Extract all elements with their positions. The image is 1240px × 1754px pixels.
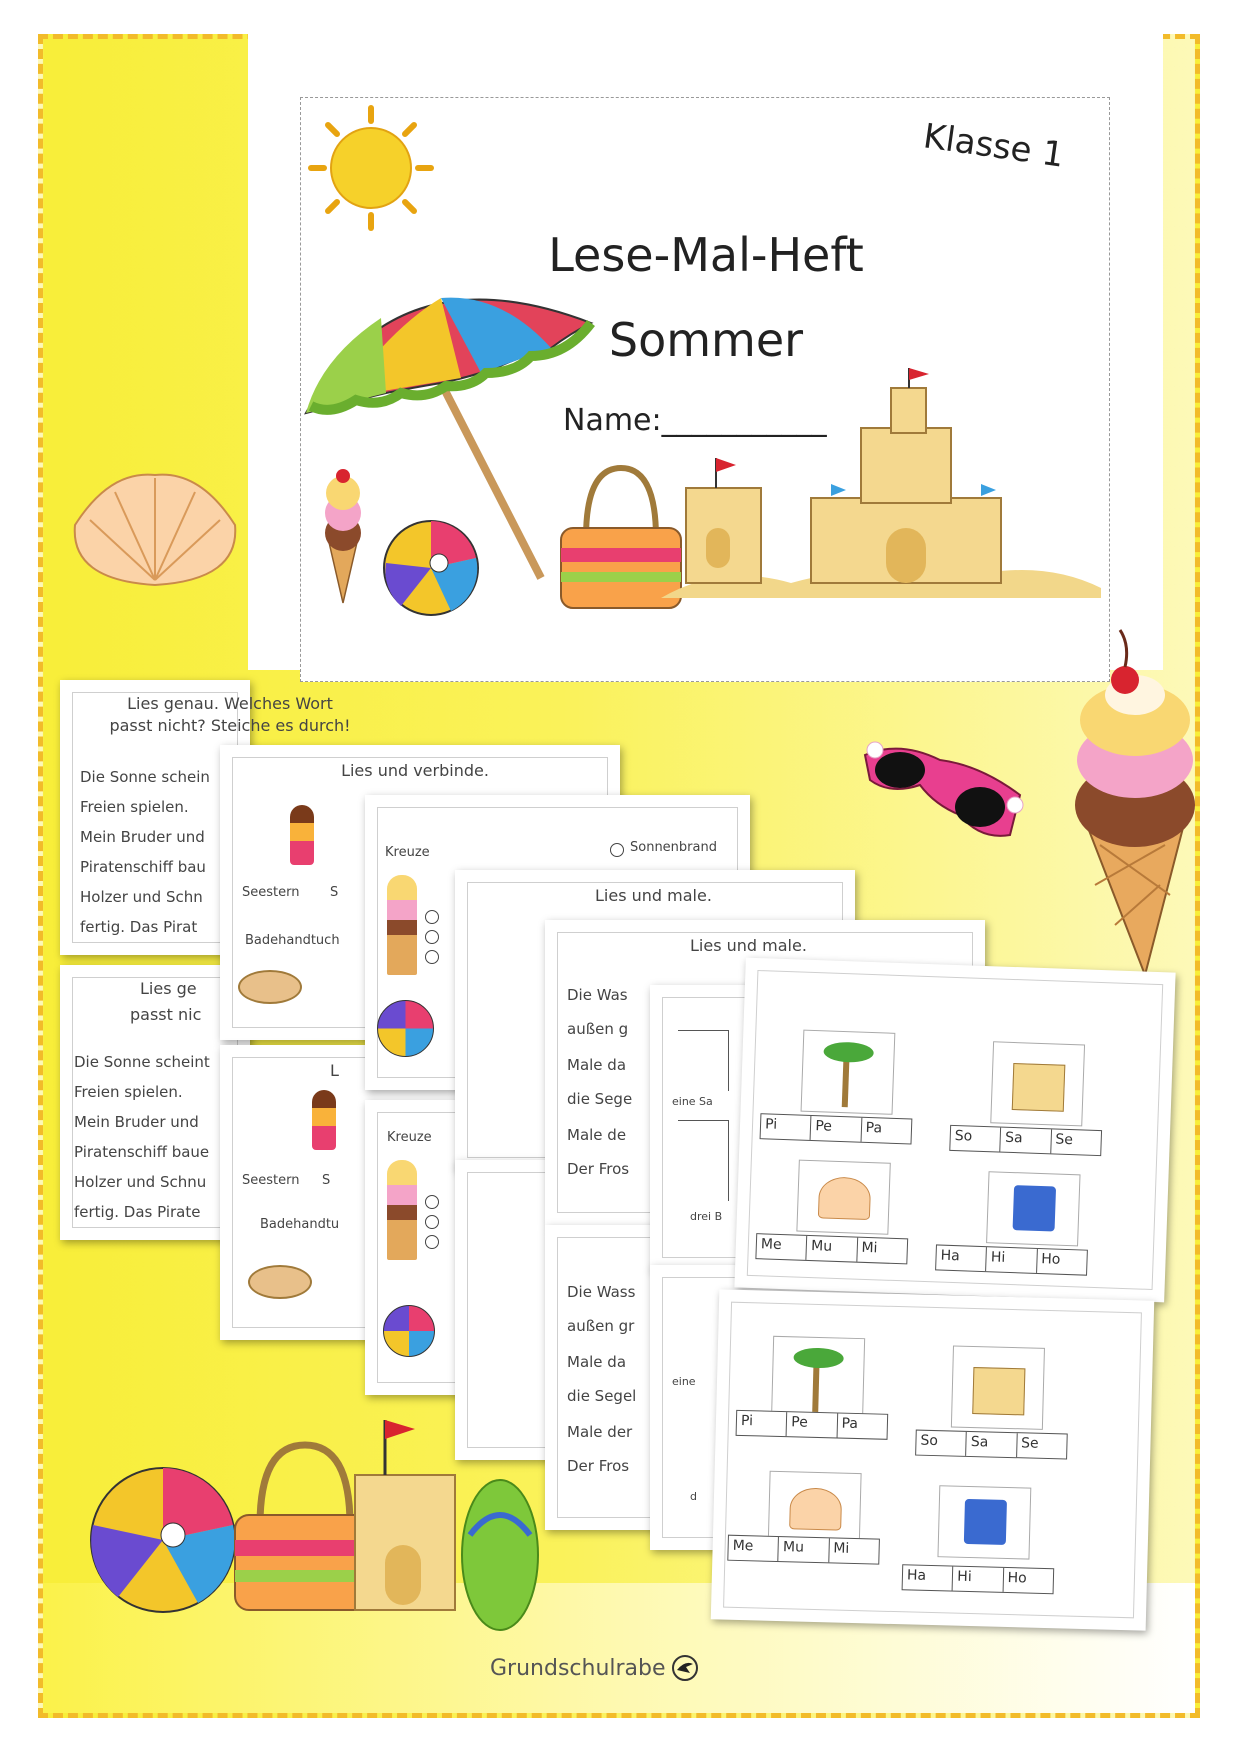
popsicle-icon — [290, 805, 314, 865]
picture-card — [986, 1171, 1080, 1246]
syllable-row — [949, 1125, 1102, 1156]
name-field-label: Name:___________ — [563, 403, 827, 438]
text-line: Der Fros — [567, 1160, 630, 1178]
brand-name: Grundschulrabe — [490, 1655, 666, 1681]
syllable-row — [755, 1233, 908, 1264]
text-line: die Sege — [567, 1090, 633, 1108]
syllable-option[interactable]: Sa — [966, 1432, 1017, 1457]
picture-card — [768, 1471, 862, 1545]
syllable-option[interactable]: Se — [1020, 1435, 1039, 1452]
checkbox-circle[interactable] — [425, 910, 439, 924]
beach-ball-icon — [381, 518, 481, 618]
ice-cream-icon — [387, 1160, 417, 1260]
sun-icon — [306, 103, 436, 233]
text-fragment: d — [690, 1490, 697, 1503]
syllable-option[interactable]: Ha — [903, 1565, 954, 1590]
text-line: Freien spielen. — [74, 1083, 183, 1101]
checkbox-circle[interactable] — [425, 930, 439, 944]
text-fragment: eine Sa — [672, 1095, 713, 1108]
text-line: die Segel — [567, 1387, 637, 1405]
text-line: Die Sonne scheint — [74, 1053, 210, 1071]
word-label: Seestern — [242, 885, 300, 900]
syllable-option[interactable]: Hi — [986, 1247, 1037, 1273]
worksheet-header: L — [330, 1061, 339, 1080]
sandcastle-icon — [661, 368, 1101, 598]
syllable-option[interactable]: Mu — [779, 1537, 830, 1562]
sun-hat-icon — [248, 1265, 312, 1299]
text-line: Der Fros — [567, 1457, 630, 1475]
ice-cream-icon — [313, 458, 373, 608]
brand-footer — [490, 1655, 698, 1681]
sandcastle-icon — [1012, 1063, 1066, 1112]
word-label: Badehandtuch — [245, 933, 340, 948]
syllable-option[interactable]: Pa — [841, 1415, 859, 1433]
sun-hat-icon — [238, 970, 302, 1004]
text-fragment: eine — [672, 1375, 696, 1388]
sandcastle-icon — [345, 1415, 465, 1615]
picture-card — [951, 1345, 1045, 1429]
syllable-option[interactable]: Mi — [861, 1239, 878, 1257]
picture-card — [801, 1030, 896, 1115]
word-label: Badehandtu — [260, 1217, 340, 1232]
beach-ball-icon — [88, 1465, 238, 1615]
worksheet-silben-2 — [711, 1289, 1154, 1630]
syllable-option[interactable]: Pe — [787, 1412, 838, 1437]
text-line: Mein Bruder und — [74, 1113, 199, 1131]
text-line: außen gr — [567, 1317, 635, 1335]
task-label: Kreuze — [385, 845, 430, 860]
text-line: Holzer und Schn — [80, 888, 203, 906]
task-label: Kreuze — [387, 1130, 432, 1145]
text-line: Die Sonne schein — [80, 768, 210, 786]
cover-page — [300, 97, 1110, 682]
text-line: Mein Bruder und — [80, 828, 205, 846]
worksheet-header: Lies und male. — [595, 886, 712, 905]
swim-shorts-icon — [1013, 1185, 1057, 1231]
worksheet-header: Lies genau. Welches Wort — [127, 694, 333, 713]
syllable-row — [727, 1535, 880, 1565]
draw-box — [678, 1120, 729, 1201]
text-line: fertig. Das Pirate — [74, 1203, 201, 1221]
cover-title: Lese-Mal-Heft — [548, 228, 864, 282]
syllable-option[interactable]: Mi — [833, 1540, 850, 1557]
syllable-row — [902, 1564, 1055, 1594]
text-line: Male de — [567, 1126, 627, 1144]
worksheet-header: Lies und verbinde. — [341, 761, 489, 780]
checkbox-circle[interactable] — [610, 843, 624, 857]
shell-icon — [789, 1487, 842, 1530]
syllable-option[interactable]: Ho — [1007, 1570, 1027, 1587]
worksheet-silben-1 — [734, 958, 1175, 1303]
palm-tree-icon — [812, 1363, 819, 1413]
syllable-row — [736, 1410, 889, 1440]
flip-flop-icon — [455, 1475, 545, 1635]
draw-box — [678, 1030, 729, 1091]
shell-icon — [70, 470, 240, 590]
syllable-option[interactable]: Se — [1055, 1131, 1074, 1149]
checkbox-circle[interactable] — [425, 950, 439, 964]
checkbox-circle[interactable] — [425, 1195, 439, 1209]
text-line: Male da — [567, 1353, 627, 1371]
word-label: S — [330, 885, 339, 900]
swim-shorts-icon — [964, 1499, 1007, 1545]
syllable-row — [760, 1113, 913, 1144]
cover-subtitle: Sommer — [608, 313, 804, 367]
text-fragment: drei B — [690, 1210, 723, 1223]
syllable-option[interactable]: Sa — [1001, 1128, 1052, 1154]
syllable-option[interactable]: Pe — [811, 1116, 862, 1142]
sandcastle-icon — [972, 1367, 1025, 1415]
syllable-row — [935, 1244, 1088, 1275]
syllable-row — [915, 1430, 1068, 1460]
text-line: Male da — [567, 1056, 627, 1074]
syllable-option[interactable]: So — [916, 1431, 967, 1456]
worksheet-header: Lies ge — [140, 979, 197, 998]
text-line: Male der — [567, 1423, 633, 1441]
palm-tree-icon — [842, 1057, 850, 1107]
text-line: Holzer und Schnu — [74, 1173, 207, 1191]
syllable-option[interactable]: Pi — [761, 1114, 812, 1140]
option-label: Sonnenbrand — [630, 840, 717, 855]
popsicle-icon — [312, 1090, 336, 1150]
syllable-option[interactable]: Me — [756, 1234, 807, 1260]
text-line: Freien spielen. — [80, 798, 189, 816]
text-line: fertig. Das Pirat — [80, 918, 198, 936]
text-line: Die Wass — [567, 1283, 636, 1301]
picture-card — [771, 1336, 865, 1420]
word-label: S — [322, 1173, 331, 1188]
text-line: Die Was — [567, 986, 628, 1004]
word-label: Seestern — [242, 1173, 300, 1188]
ice-cream-icon — [387, 875, 417, 975]
raven-logo-icon — [672, 1655, 698, 1681]
syllable-option[interactable]: Me — [728, 1536, 779, 1561]
syllable-option[interactable]: Mu — [807, 1236, 858, 1262]
worksheet-header: passt nic — [130, 1005, 202, 1024]
syllable-option[interactable]: Pa — [865, 1119, 883, 1137]
grade-label: Klasse 1 — [920, 116, 1067, 176]
worksheet-header: Lies und male. — [690, 936, 807, 955]
syllable-option[interactable]: Ha — [936, 1245, 987, 1271]
text-line: außen g — [567, 1020, 629, 1038]
syllable-option[interactable]: Ho — [1040, 1251, 1061, 1268]
checkbox-circle[interactable] — [425, 1235, 439, 1249]
picture-card — [796, 1160, 890, 1235]
syllable-option[interactable]: Hi — [953, 1567, 1004, 1592]
sunglasses-icon — [860, 735, 1030, 845]
shell-icon — [818, 1176, 871, 1220]
text-line: Piratenschiff bau — [80, 858, 206, 876]
beach-ball-icon — [383, 1305, 435, 1357]
syllable-option[interactable]: So — [950, 1126, 1001, 1152]
big-ice-cream-icon — [1065, 655, 1195, 985]
syllable-option[interactable]: Pi — [737, 1411, 788, 1436]
picture-card — [990, 1041, 1085, 1126]
beach-ball-icon — [377, 1000, 434, 1057]
picture-card — [937, 1485, 1031, 1559]
worksheet-header: passt nicht? Steiche es durch! — [109, 716, 351, 735]
checkbox-circle[interactable] — [425, 1215, 439, 1229]
text-line: Piratenschiff baue — [74, 1143, 210, 1161]
